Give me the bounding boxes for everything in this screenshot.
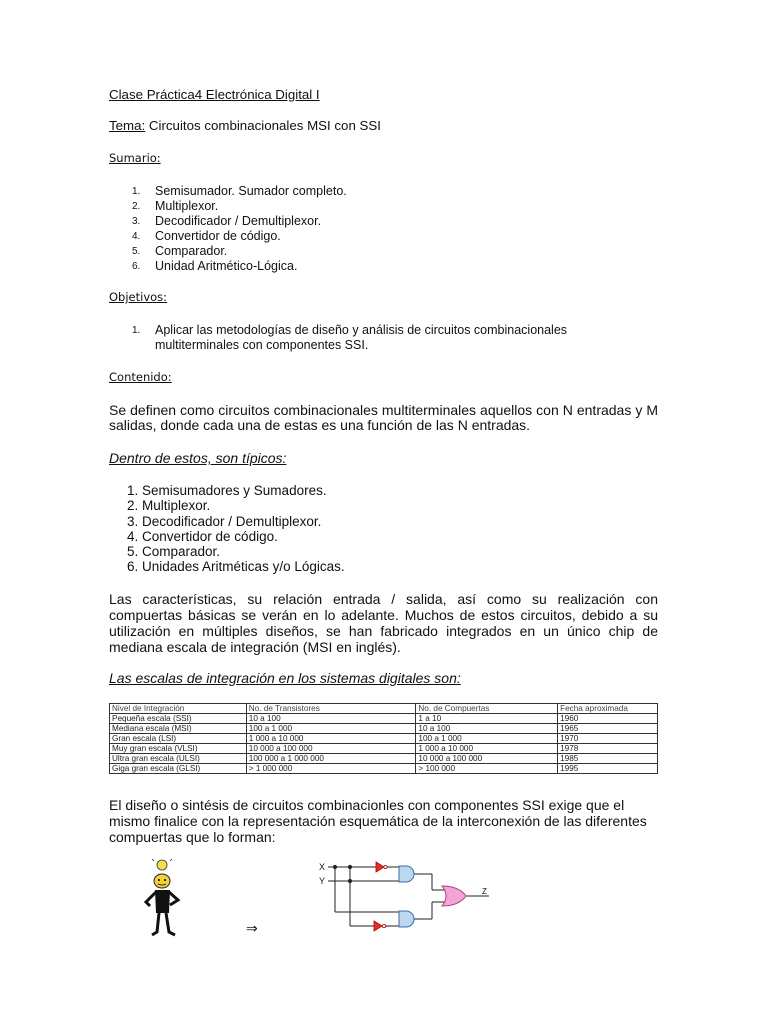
sumario-text: Semisumador. Sumador completo.	[155, 184, 347, 198]
sumario-list	[109, 184, 669, 274]
table-cell: 1985	[558, 754, 658, 764]
table-cell: 1978	[558, 744, 658, 754]
table-header-cell: Fecha aproximada	[558, 704, 658, 714]
table-cell: 10 a 100	[416, 724, 558, 734]
document-title: Clase Práctica4 Electrónica Digital I	[109, 87, 320, 102]
input-y-label: Y	[319, 876, 326, 886]
sumario-text: Decodificador / Demultiplexor.	[155, 214, 322, 228]
table-cell: Pequeña escala (SSI)	[110, 714, 247, 724]
tema-text: Circuitos combinacionales MSI con SSI	[145, 118, 381, 133]
table-header-cell: No. de Compuertas	[416, 704, 558, 714]
sumario-item	[109, 244, 669, 259]
sumario-number: 2.	[132, 201, 141, 212]
sumario-heading: Sumario:	[109, 151, 161, 165]
table-cell: 100 000 a 1 000 000	[246, 754, 416, 764]
inverter-icon	[374, 921, 382, 931]
contenido-paragraph: Se definen como circuitos combinacionales multiterminales aquellos con N entradas y M salidas, donde cada una de estas es una función de las N entradas.	[109, 402, 658, 434]
light-bulb-icon	[152, 858, 172, 870]
table-cell: > 1 000 000	[246, 764, 416, 774]
table-cell: 1 000 a 10 000	[246, 734, 416, 744]
table-cell: 1965	[558, 724, 658, 734]
table-cell: Ultra gran escala (ULSI)	[110, 754, 247, 764]
objetivo-line-2: multiterminales con componentes SSI.	[155, 338, 369, 352]
table-header-row	[110, 704, 658, 714]
table-cell: 100 a 1 000	[416, 734, 558, 744]
table-cell: 1 000 a 10 000	[416, 744, 558, 754]
and-gate-icon	[399, 866, 414, 882]
table-header-cell: No. de Transistores	[246, 704, 416, 714]
input-x-label: X	[319, 862, 326, 872]
tema-line	[109, 118, 381, 133]
sumario-number: 3.	[132, 216, 141, 227]
sumario-item	[109, 214, 669, 229]
table-row	[110, 754, 658, 764]
table-cell: > 100 000	[416, 764, 558, 774]
integration-scales-table	[109, 703, 658, 774]
tipicos-item: 5. Comparador.	[127, 544, 221, 560]
diseno-paragraph: El diseño o sintésis de circuitos combinacionles con componentes SSI exige que el mismo finalice con la representación esquemática de la interconexión de las diferentes compuertas que lo forman:	[109, 797, 647, 845]
caracteristicas-paragraph: Las características, su relación entrada / salida, así como su realización con compuertas básicas se verán en lo adelante. Muchos de estos circuitos, debido a su utilización en múltiples diseños, se han fabricado integrados en un único chip de mediana escala de integración (MSI en inglés).	[109, 591, 658, 655]
table-cell: 1995	[558, 764, 658, 774]
tipicos-list	[127, 483, 627, 575]
table-cell: 100 a 1 000	[246, 724, 416, 734]
table-cell: Giga gran escala (GLSI)	[110, 764, 247, 774]
sumario-number: 5.	[132, 246, 141, 257]
table-cell: 1 a 10	[416, 714, 558, 724]
sumario-item	[109, 199, 669, 214]
sumario-text: Comparador.	[155, 244, 228, 258]
tipicos-item: 3. Decodificador / Demultiplexor.	[127, 513, 322, 529]
objetivos-heading: Objetivos:	[109, 290, 168, 304]
or-gate-icon	[442, 886, 466, 906]
table-cell: Muy gran escala (VLSI)	[110, 744, 247, 754]
thinking-figure-illustration	[140, 858, 200, 940]
table-cell: 10 000 a 100 000	[246, 744, 416, 754]
objetivo-line-1: Aplicar las metodologías de diseño y análisis de circuitos combinacionales	[155, 323, 568, 337]
tema-label: Tema:	[109, 118, 146, 133]
logic-circuit-diagram	[314, 856, 504, 938]
table-cell: 1960	[558, 714, 658, 724]
objetivo-item	[109, 323, 669, 353]
table-row	[110, 744, 658, 754]
table-row	[110, 764, 658, 774]
tipicos-item: 6. Unidades Aritméticas y/o Lógicas.	[127, 559, 345, 575]
table-cell: 10 000 a 100 000	[416, 754, 558, 764]
sumario-number: 6.	[132, 261, 141, 272]
table-row	[110, 724, 658, 734]
tipicos-heading: Dentro de estos, son típicos:	[109, 450, 287, 466]
inverter-icon	[376, 862, 384, 872]
implies-arrow: ⇒	[246, 920, 258, 936]
table-row	[110, 714, 658, 724]
sumario-item	[109, 184, 669, 199]
objetivo-number: 1.	[132, 325, 141, 336]
table-row	[110, 734, 658, 744]
and-gate-icon	[399, 911, 414, 927]
objetivos-list	[109, 323, 669, 353]
tipicos-item: 2. Multiplexor.	[127, 498, 211, 514]
table-header-cell: Nivel de Integración	[110, 704, 247, 714]
sumario-item	[109, 229, 669, 244]
escalas-heading: Las escalas de integración en los sistemas digitales son:	[109, 670, 461, 686]
sumario-text: Convertidor de código.	[155, 229, 281, 243]
sumario-number: 1.	[132, 186, 141, 197]
sumario-text: Multiplexor.	[155, 199, 219, 213]
contenido-heading: Contenido:	[109, 370, 172, 384]
tipicos-item: 4. Convertidor de código.	[127, 528, 278, 544]
table-cell: 1970	[558, 734, 658, 744]
table-cell: Mediana escala (MSI)	[110, 724, 247, 734]
table-cell: 10 a 100	[246, 714, 416, 724]
tipicos-item: 1. Semisumadores y Sumadores.	[127, 483, 327, 498]
output-z-label: Z	[482, 887, 487, 896]
sumario-item	[109, 259, 669, 274]
sumario-text: Unidad Aritmético-Lógica.	[155, 259, 298, 273]
sumario-number: 4.	[132, 231, 141, 242]
table-cell: Gran escala (LSI)	[110, 734, 247, 744]
